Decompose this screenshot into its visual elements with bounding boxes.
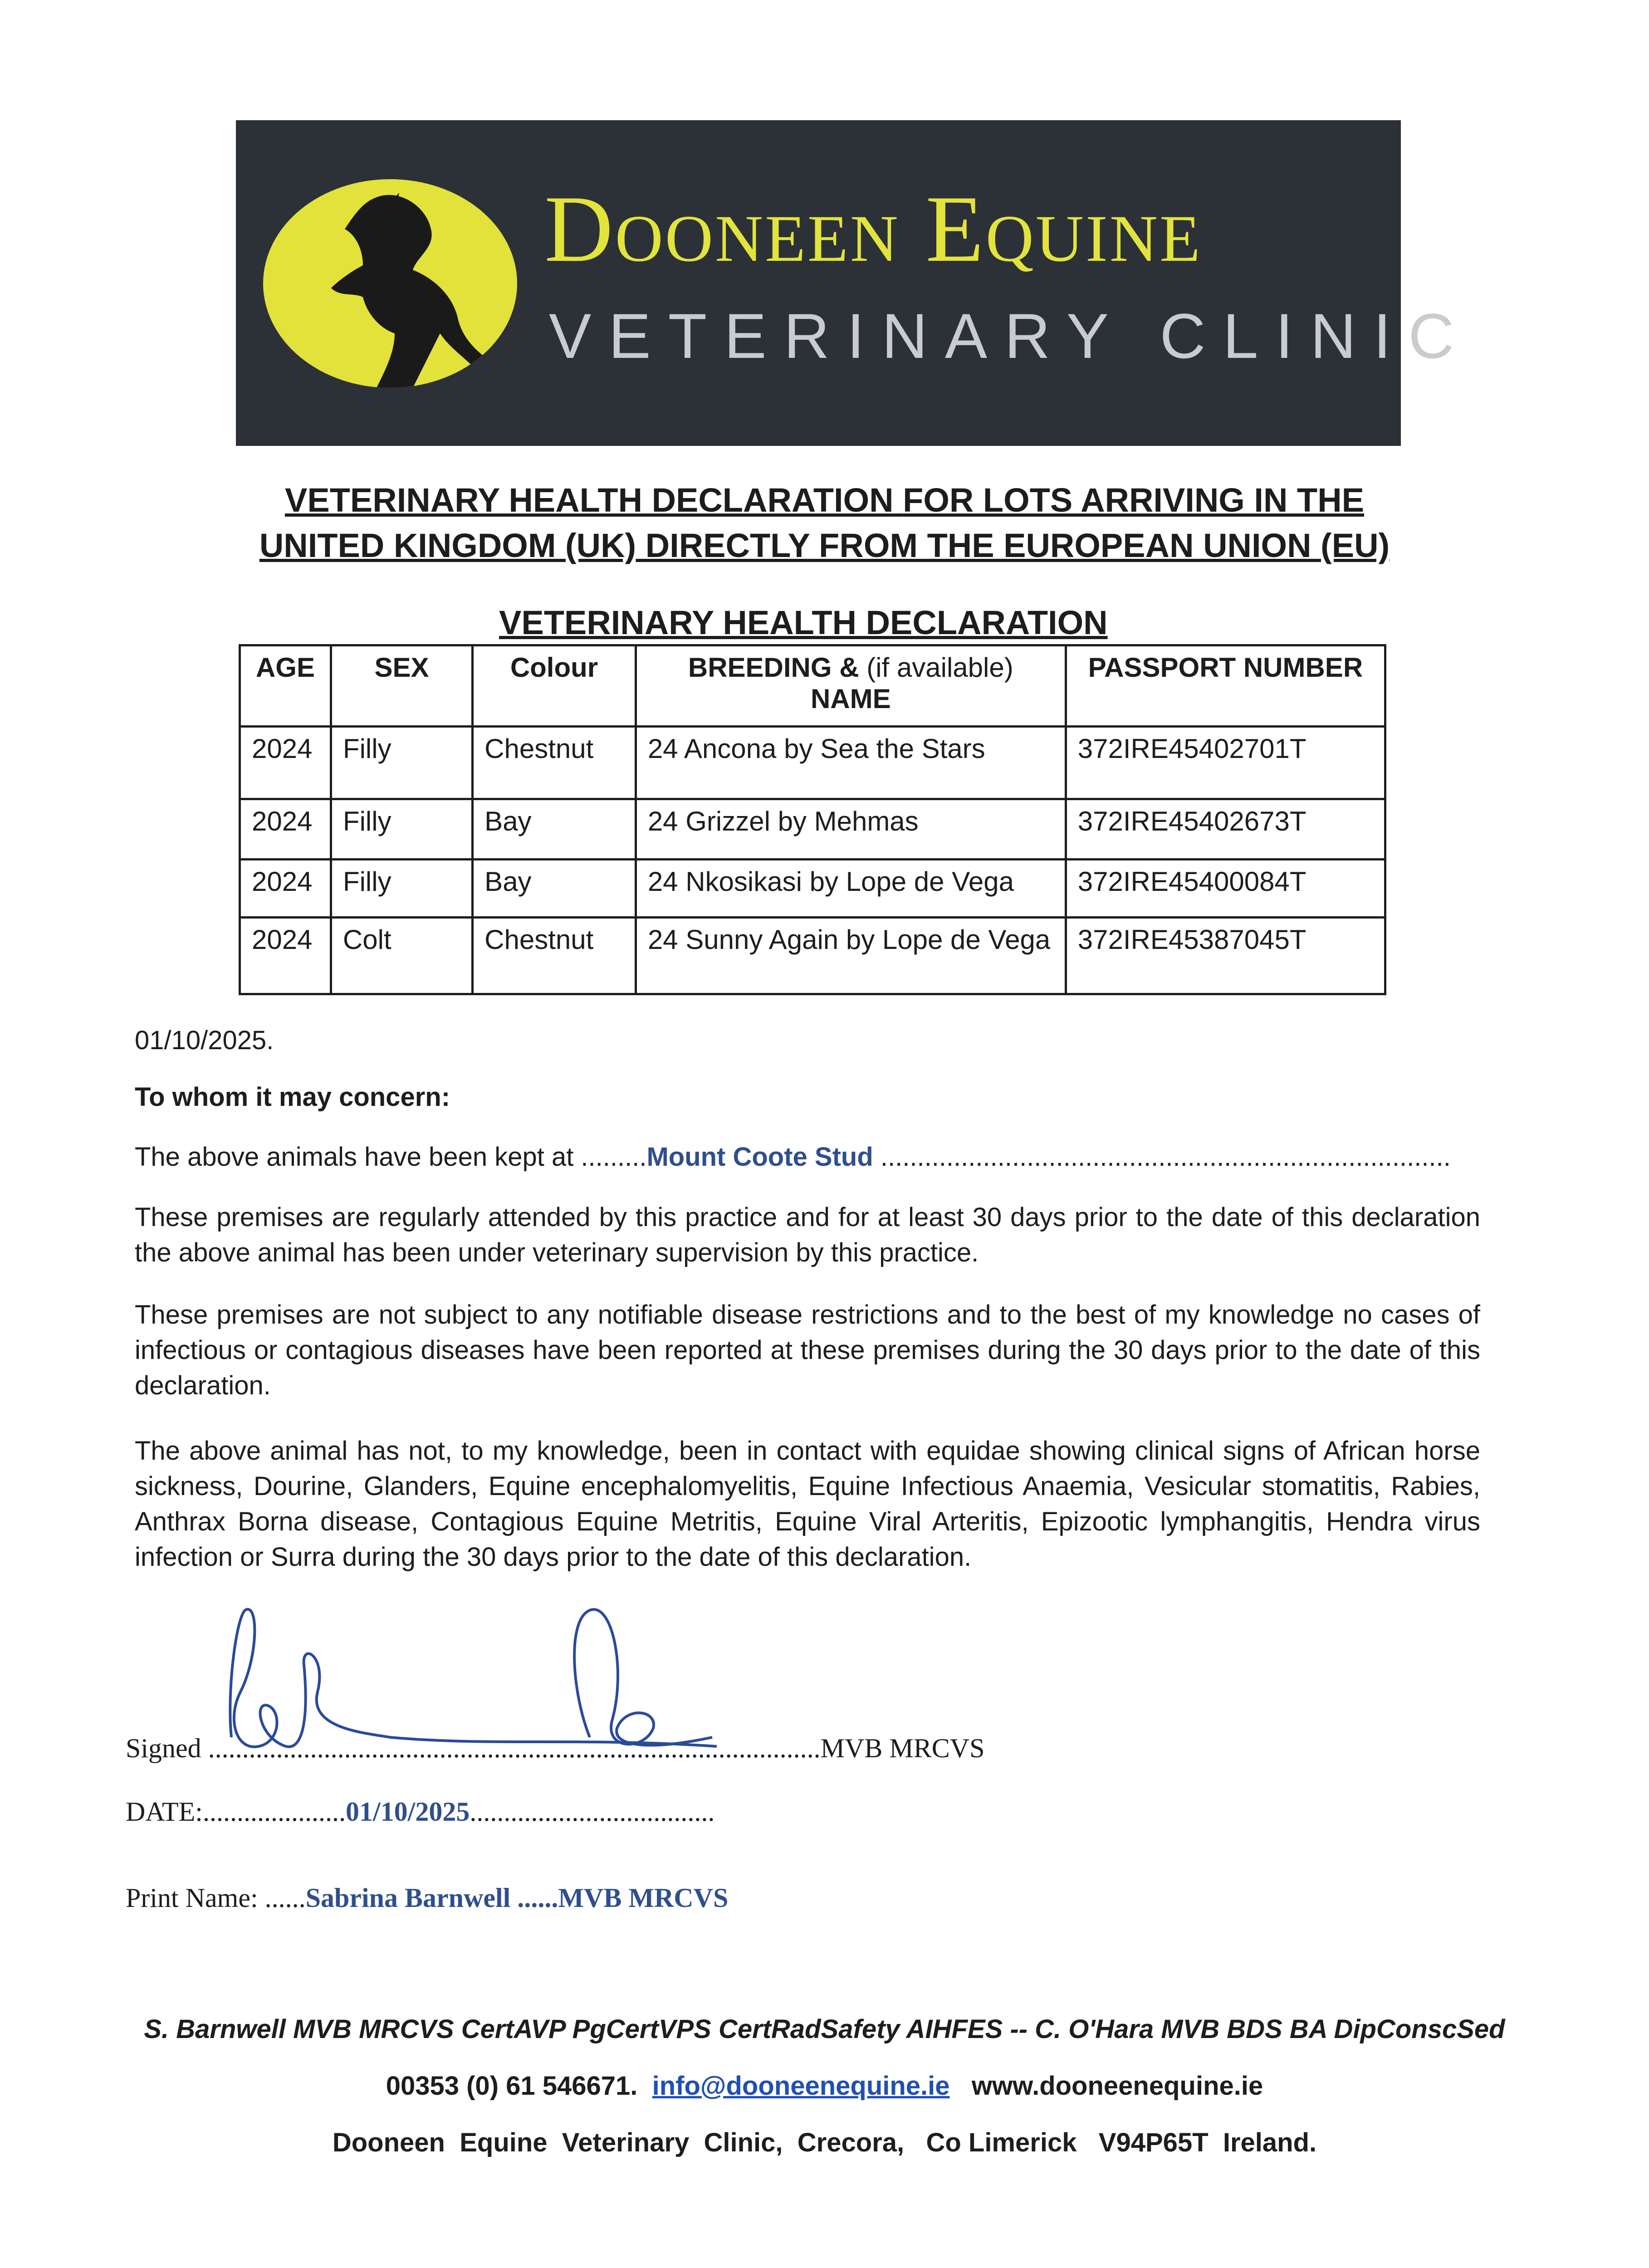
premises-name: Mount Coote Stud	[646, 1142, 873, 1172]
date-suffix: ....................................	[470, 1797, 715, 1827]
header-age: AGE	[240, 645, 331, 727]
signature-date: 01/10/2025	[345, 1797, 470, 1827]
header-breeding-rest: (if available)	[866, 652, 1013, 683]
print-name-line	[126, 1882, 728, 1914]
horse-table	[239, 644, 1386, 995]
footer-contact	[0, 2071, 1649, 2101]
signed-line	[126, 1733, 984, 1764]
cell-colour: Chestnut	[473, 727, 636, 799]
title-part1: VETERINARY HEALTH DECLARATION	[284, 481, 894, 519]
brand-title: Dooneen Equine	[544, 176, 1202, 282]
signed-label: Signed ..........................................................................................	[126, 1733, 821, 1763]
document-title-line2: UNITED KINGDOM (UK) DIRECTLY FROM THE EUROPEAN UNION (EU)	[259, 527, 1390, 564]
date-label: DATE:.....................	[126, 1797, 346, 1827]
title-part2: FOR LOTS ARRIVING IN THE	[903, 481, 1364, 519]
cell-age: 2024	[240, 799, 331, 860]
cell-breeding-name: 24 Ancona by Sea the Stars	[636, 727, 1066, 799]
table-header-row	[240, 645, 1385, 727]
paragraph-supervision: These premises are regularly attended by this practice and for at least 30 days prior to the date of this declaration the above animal has been under veterinary supervision by this practice.	[135, 1202, 1480, 1267]
cell-age: 2024	[240, 860, 331, 918]
cell-passport-number: 372IRE45402673T	[1066, 799, 1385, 860]
cell-breeding-name: 24 Grizzel by Mehmas	[636, 799, 1066, 860]
cell-sex: Filly	[331, 799, 472, 860]
date-line	[126, 1796, 714, 1828]
cell-age: 2024	[240, 918, 331, 994]
salutation: To whom it may concern:	[135, 1082, 450, 1112]
cell-passport-number: 372IRE45387045T	[1066, 918, 1385, 994]
kept-at-suffix: ..............................................................................	[873, 1142, 1451, 1172]
cell-sex: Colt	[331, 918, 472, 994]
print-name-label: Print Name: ......	[126, 1883, 306, 1913]
cell-age: 2024	[240, 727, 331, 799]
header-passport: PASSPORT NUMBER	[1066, 645, 1385, 727]
table-row	[240, 799, 1385, 860]
cell-breeding-name: 24 Sunny Again by Lope de Vega	[636, 918, 1066, 994]
footer-phone: 00353 (0) 61 546671.	[386, 2071, 638, 2101]
header-breeding-name: NAME	[810, 684, 891, 714]
cell-sex: Filly	[331, 860, 472, 918]
clinic-banner	[236, 120, 1472, 446]
cell-passport-number: 372IRE45402701T	[1066, 727, 1385, 799]
logo	[263, 179, 517, 388]
table-row	[240, 918, 1385, 994]
paragraph-contact: The above animal has not, to my knowledge, been in contact with equidae showing clinical signs of African horse sickness, Dourine, Glanders, Equine encephalomyelitis, Equine Infectious Anaemia, Vesicular stomatitis, Rabies, Anthrax Borna disease, Contagious Equine Metritis, Equine Viral Arteritis, Epizootic lymphangitis, Hendra virus infection or Surra during the 30 days prior to the date of this declaration.	[135, 1436, 1480, 1572]
footer-credentials: S. Barnwell MVB MRCVS CertAVP PgCertVPS CertRadSafety AIHFES -- C. O'Hara MVB BDS BA DipConscSed	[144, 2014, 1505, 2044]
cell-colour: Bay	[473, 799, 636, 860]
letter-date: 01/10/2025.	[135, 1026, 274, 1055]
table-row	[240, 860, 1385, 918]
cell-colour: Chestnut	[473, 918, 636, 994]
header-breeding	[636, 645, 1066, 727]
kept-at-line	[135, 1139, 1480, 1175]
footer-address: Dooneen Equine Veterinary Clinic, Crecora, Co Limerick V94P65T Ireland.	[332, 2128, 1317, 2157]
footer-email-link[interactable]: info@dooneenequine.ie	[652, 2071, 950, 2101]
document-title-line1	[0, 481, 1649, 519]
footer-website: www.dooneenequine.ie	[971, 2071, 1263, 2101]
brand-subtitle: VETERINARY CLINIC	[549, 300, 1472, 371]
cell-breeding-name: 24 Nkosikasi by Lope de Vega	[636, 860, 1066, 918]
table-row	[240, 727, 1385, 799]
header-colour: Colour	[473, 645, 636, 727]
print-name-value: Sabrina Barnwell ......MVB MRCVS	[305, 1883, 729, 1913]
kept-at-prefix: The above animals have been kept at .........	[135, 1142, 647, 1172]
paragraph-restrictions: These premises are not subject to any notifiable disease restrictions and to the best of my knowledge no cases of infectious or contagious diseases have been reported at these premises during the 30 days prior to the date of this declaration.	[135, 1300, 1480, 1400]
cell-sex: Filly	[331, 727, 472, 799]
table-title: VETERINARY HEALTH DECLARATION	[499, 604, 1108, 641]
header-sex: SEX	[331, 645, 472, 727]
signed-qualifications: MVB MRCVS	[820, 1733, 985, 1763]
header-breeding-bold: BREEDING &	[688, 652, 859, 683]
cell-passport-number: 372IRE45400084T	[1066, 860, 1385, 918]
rearing-horse-icon	[263, 179, 517, 388]
cell-colour: Bay	[473, 860, 636, 918]
